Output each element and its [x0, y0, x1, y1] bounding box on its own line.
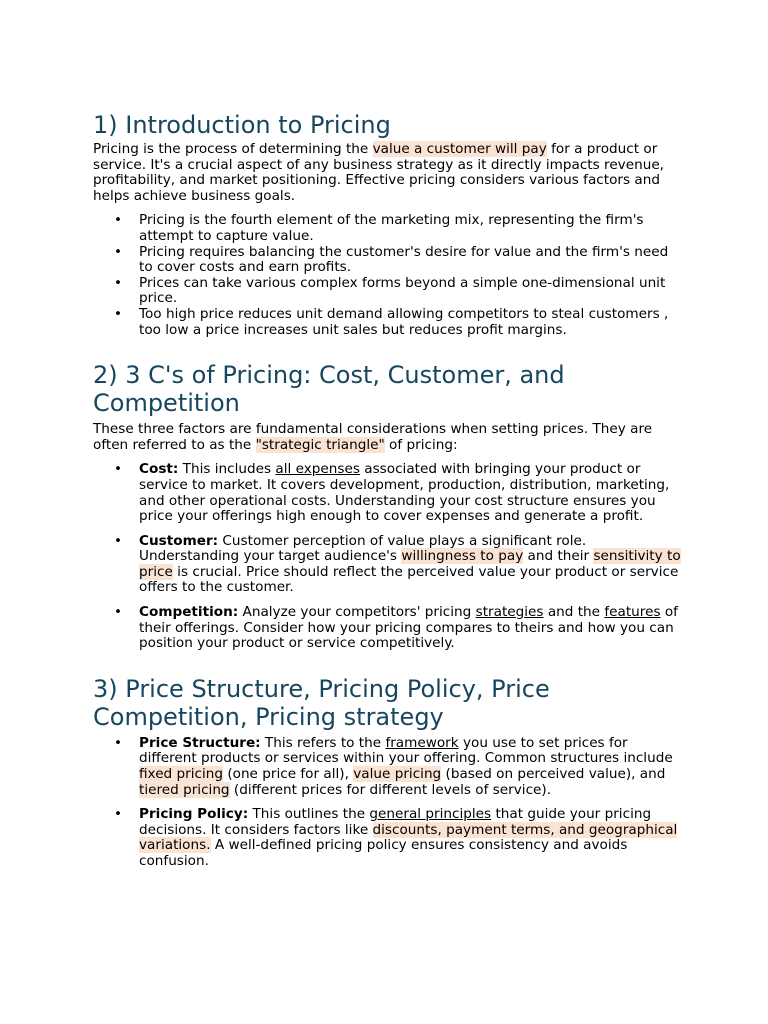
highlight-tiered-pricing: tiered pricing: [139, 781, 230, 798]
term-label: Cost:: [139, 461, 179, 478]
section-heading-price-structure: 3) Price Structure, Pricing Policy, Price Competition, Pricing strategy: [93, 674, 550, 731]
3cs-paragraph: These three factors are fundamental considerations when setting prices. They are often referred to as the "strategic triangle" of pricing:: [93, 421, 653, 453]
list-item: • Prices can take various complex forms beyond a simple one-dimensional unit price.: [93, 276, 683, 307]
list-item-cost: • Cost: This includes all expenses associated with bringing your product or service to market. It covers development, production, distribution, marketing, and other operational costs. Understanding your cost structure ensures you price your offerings high enough to cover expenses and generate a profit.: [93, 462, 683, 524]
highlight-value-customer-will-pay: value a customer will pay: [372, 141, 547, 157]
underlined-term: features: [604, 604, 661, 621]
highlight-willingness-to-pay: willingness to pay: [401, 548, 524, 565]
intro-bullet-list: [93, 213, 683, 338]
list-item: • Too high price reduces unit demand allowing competitors to steal customers , too low a price increases unit sales but reduces profit margins.: [93, 307, 683, 338]
list-item-pricing-policy: • Pricing Policy: This outlines the general principles that guide your pricing decisions. It considers factors like discounts, payment terms, and geographical variations. A well-defined pricing policy ensures consistency and avoids confusion.: [93, 807, 683, 869]
list-item-price-structure: • Price Structure: This refers to the framework you use to set prices for different products or services within your offering. Common structures include fixed pricing (one price for all), value pricing (based on perceived value), and tiered pricing (different prices for different levels of service).: [93, 736, 683, 798]
list-item-competition: • Competition: Analyze your competitors' pricing strategies and the features of their offerings. Consider how your pricing compares to theirs and how you can position your product or service competitively.: [93, 605, 683, 652]
highlight-strategic-triangle: "strategic triangle": [255, 436, 385, 453]
price-structure-bullet-list: [93, 736, 683, 870]
underlined-term: strategies: [475, 604, 544, 621]
document-page: [93, 0, 683, 870]
highlight-value-pricing: value pricing: [353, 766, 442, 783]
list-item-customer: • Customer: Customer perception of value plays a significant role. Understanding your target audience's willingness to pay and their sensitivity to price is crucial. Price should reflect the perceived value your product or service offers to the customer.: [93, 534, 683, 596]
term-label: Pricing Policy:: [139, 806, 249, 823]
underlined-term: framework: [385, 734, 459, 751]
list-item: • Pricing is the fourth element of the marketing mix, representing the firm's attempt to capture value.: [93, 213, 683, 244]
section-heading-3cs: 2) 3 C's of Pricing: Cost, Customer, and Competition: [93, 361, 565, 418]
highlight-fixed-pricing: fixed pricing: [139, 766, 223, 783]
underlined-term: all expenses: [275, 461, 360, 478]
term-label: Competition:: [139, 604, 239, 621]
highlight-discounts-payment-terms: discounts, payment terms, and geographical variations.: [139, 821, 678, 854]
term-label: Price Structure:: [139, 734, 261, 751]
highlight-sensitivity-to-price: sensitivity to price: [139, 548, 681, 580]
section-heading-introduction: 1) Introduction to Pricing: [93, 111, 391, 139]
list-item: • Pricing requires balancing the customer's desire for value and the firm's need to cover costs and earn profits.: [93, 245, 683, 276]
underlined-term: general principles: [369, 806, 492, 823]
3cs-bullet-list: [93, 462, 683, 652]
term-label: Customer:: [139, 532, 219, 549]
intro-paragraph: Pricing is the process of determining the value a customer will pay for a product or service. It's a crucial aspect of any business strategy as it directly impacts revenue, profitability, and market positioning. Effective pricing considers various factors and helps achieve business goals.: [93, 141, 665, 204]
